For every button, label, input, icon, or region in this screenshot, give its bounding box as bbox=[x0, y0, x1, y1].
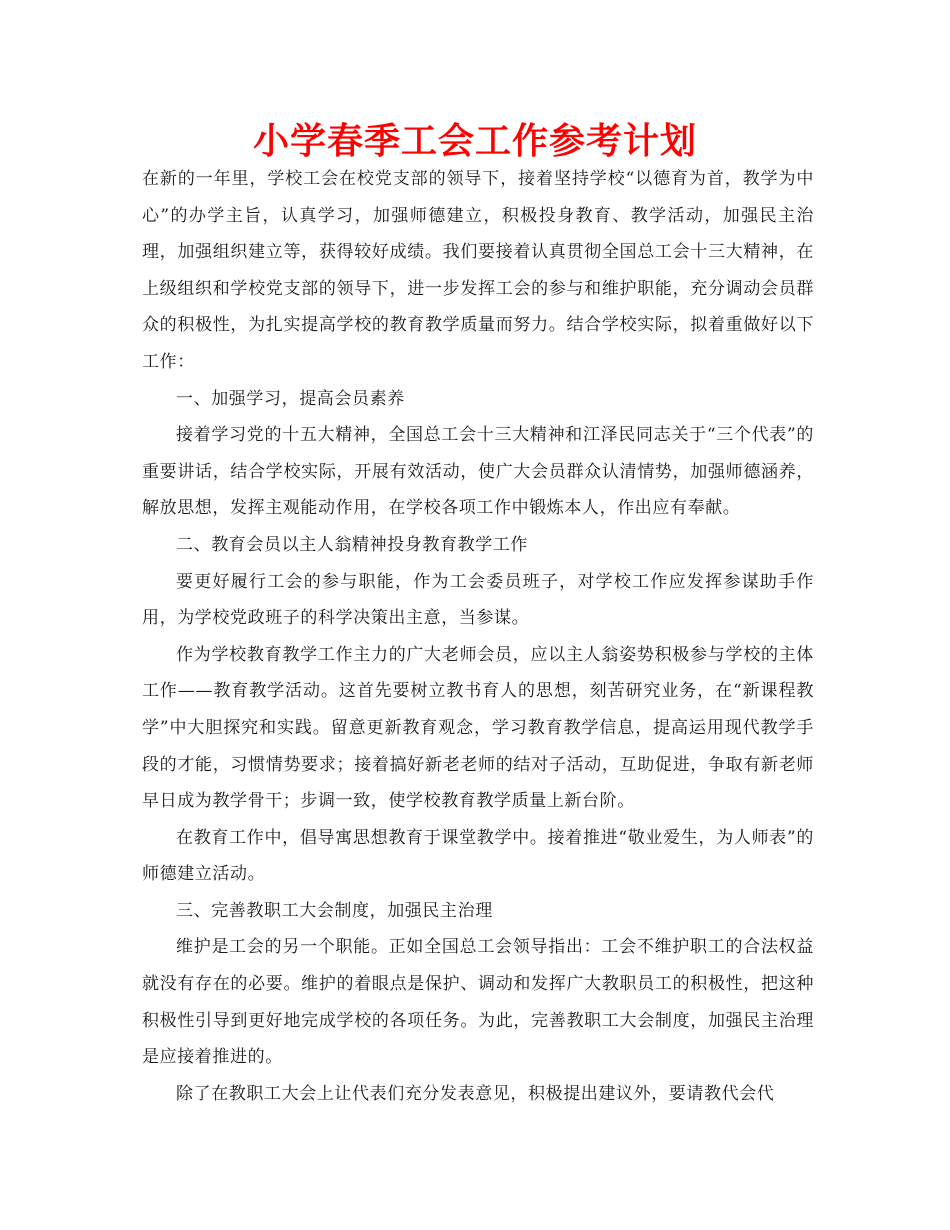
paragraph: 除了在教职工大会上让代表们充分发表意见，积极提出建议外，要请教代会代 bbox=[176, 1083, 775, 1104]
paragraph: 维护是工会的另一个职能。正如全国总工会领导指出：工会不维护职工的合法权益就没有存在的必要。维护的着眼点是保护、调动和发挥广大教职员工的积极性，把这种积极性引导到更好地完成学校的各项任务。为此，完善教职工大会制度，加强民主治理是应接着推进的。 bbox=[142, 937, 814, 1068]
paragraph: 作为学校教育教学工作主力的广大老师会员，应以主人翁姿势积极参与学校的主体工作——教育教学活动。这首先要树立教书育人的思想，刻苦研究业务，在“新课程教学”中大胆探究和实践。留意更新教育观念，学习教育教学信息，提高运用现代教学手段的才能，习惯情势要求；接着搞好新老老师的结对子活动，互助促进，争取有新老师早日成为教学骨干；步调一致，使学校教育教学质量上新台阶。 bbox=[142, 644, 814, 812]
paragraph-intro: 在新的一年里，学校工会在校党支部的领导下，接着坚持学校“以德育为首，教学为中心”的办学主旨，认真学习，加强师德建立，积极投身教育、教学活动，加强民主治理，加强组织建立等，获得较好成绩。我们要接着认真贯彻全国总工会十三大精神，在上级组织和学校党支部的领导下，进一步发挥工会的参与和维护职能，充分调动会员群众的积极性，为扎实提高学校的教育教学质量而努力。结合学校实际，拟着重做好以下工作： bbox=[142, 169, 814, 372]
section-heading-1: 一、加强学习，提高会员素养 bbox=[176, 388, 405, 409]
paragraph: 要更好履行工会的参与职能，作为工会委员班子，对学校工作应发挥参谋助手作用，为学校党政班子的科学决策出主意，当参谋。 bbox=[142, 571, 814, 629]
document-body bbox=[142, 161, 814, 1112]
paragraph: 接着学习党的十五大精神，全国总工会十三大精神和江泽民同志关于“三个代表”的重要讲话，结合学校实际，开展有效活动，使广大会员群众认清情势，加强师德涵养，解放思想，发挥主观能动作用，在学校各项工作中锻炼本人，作出应有奉献。 bbox=[142, 425, 814, 519]
document-title: 小学春季工会工作参考计划 bbox=[252, 120, 697, 162]
paragraph: 在教育工作中，倡导寓思想教育于课堂教学中。接着推进“敬业爱生，为人师表”的师德建立活动。 bbox=[142, 827, 814, 885]
section-heading-3: 三、完善教职工大会制度，加强民主治理 bbox=[176, 900, 493, 921]
section-heading-2: 二、教育会员以主人翁精神投身教育教学工作 bbox=[176, 534, 528, 555]
